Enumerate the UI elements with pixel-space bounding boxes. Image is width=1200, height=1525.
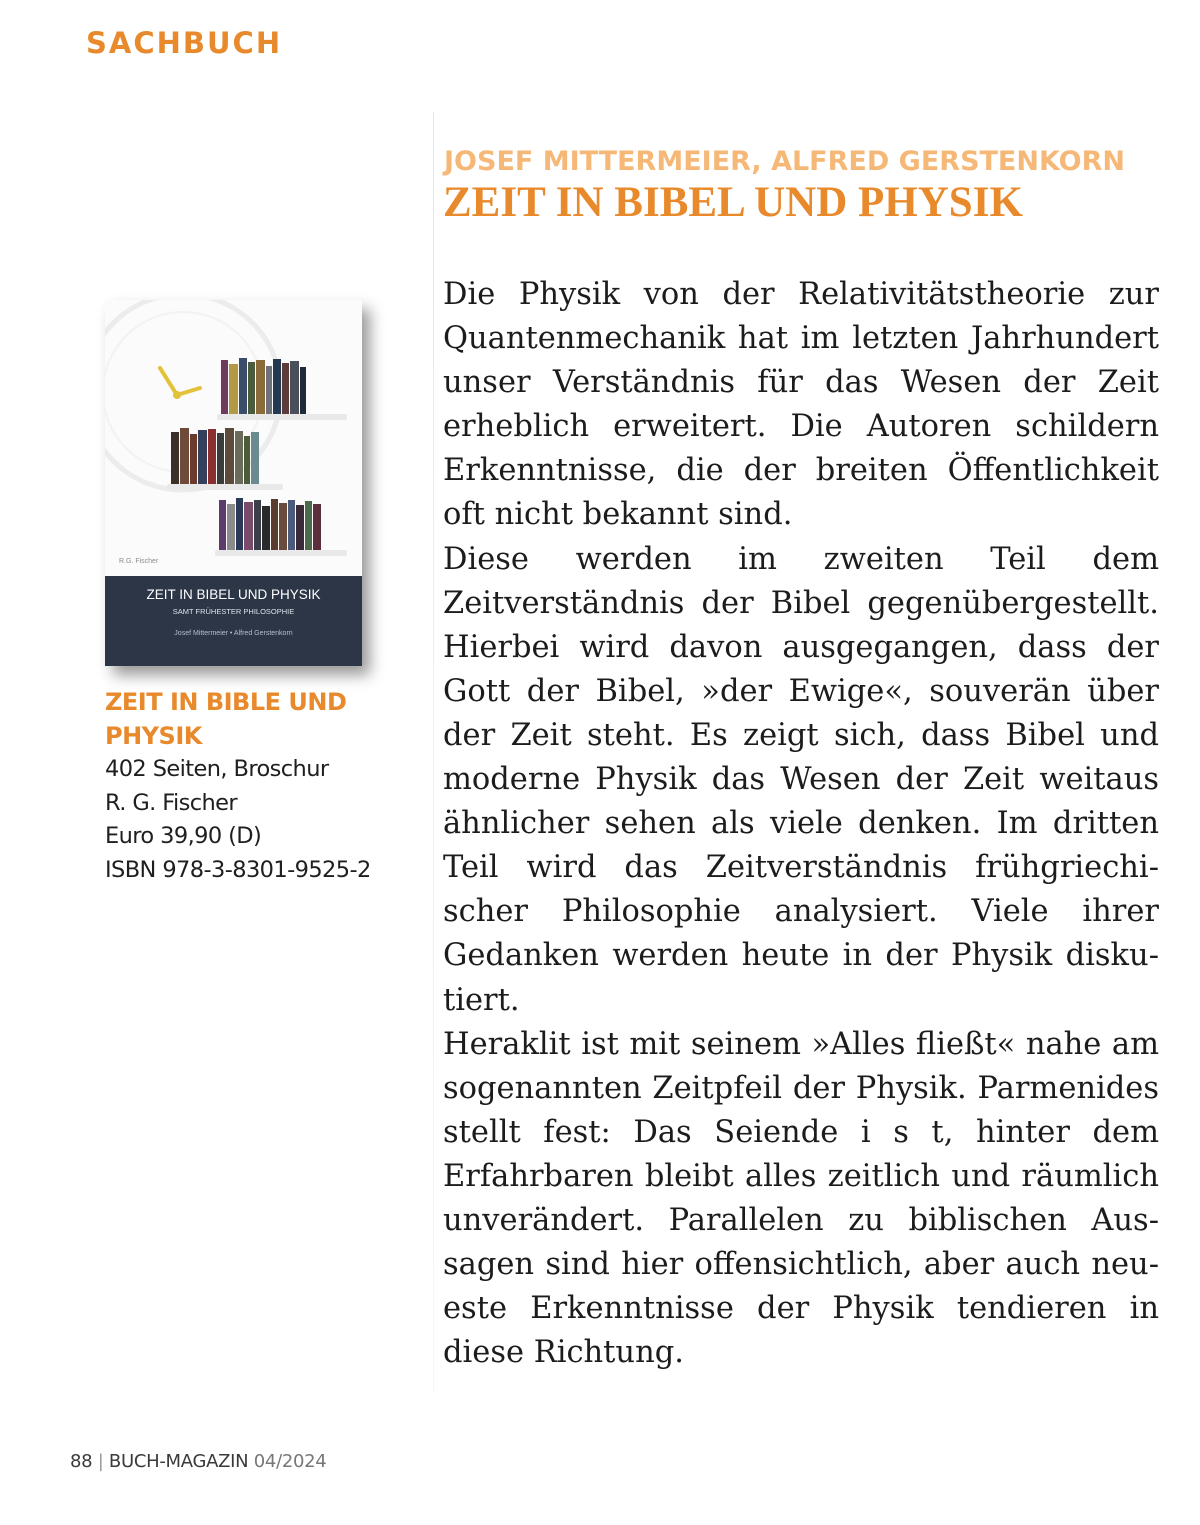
magazine-issue: 04/2024 bbox=[253, 1451, 327, 1472]
page-footer bbox=[70, 1451, 326, 1472]
page-number: 88 bbox=[70, 1451, 93, 1472]
book-info bbox=[105, 685, 405, 887]
column-divider bbox=[433, 112, 434, 1392]
book-price: Euro 39,90 (D) bbox=[105, 823, 262, 849]
article-paragraph: Die Physik von der Relativitätstheorie zur Quantenmechanik hat im letzten Jahrhundert unser Verständnis für das Wesen der Zeit erheblich erweitert. Die Autoren schildern Erkenntnisse, die der breiten Öffentlichkeit oft nicht bekannt sind. bbox=[443, 277, 1159, 533]
books-row-2 bbox=[171, 428, 259, 484]
books-row-1 bbox=[221, 358, 306, 414]
cover-title-band bbox=[105, 576, 362, 666]
book-pages: 402 Seiten, Broschur bbox=[105, 756, 329, 782]
cover-subtitle: SAMT FRÜHESTER PHILOSOPHIE bbox=[172, 607, 295, 616]
book-cover bbox=[105, 300, 362, 666]
book-publisher: R. G. Fischer bbox=[105, 789, 238, 816]
magazine-name: BUCH-MAGAZIN bbox=[108, 1451, 249, 1472]
article-body bbox=[443, 273, 1159, 1375]
cover-title: ZEIT IN BIBEL UND PHYSIK bbox=[146, 587, 321, 602]
article-paragraph: Diese werden im zweiten Teil dem Zeitverständnis der Bibel gegenübergestellt. Hierbei wird davon ausgegangen, dass der Gott der Bibel, »der Ewige«, souverän über der Zeit steht. Es zeigt sich, dass Bibel und moderne Physik das Wesen der Zeit weitaus ähnlicher sehen als viele denken. Im dritten Teil wird das Zeitverständnis frühgriechischer Philosophie analysiert. Viele ihrer Gedanken werden heute in der Physik diskutiert. bbox=[443, 541, 1159, 1018]
footer-separator: | bbox=[97, 1451, 104, 1472]
bookshelf-illustration bbox=[105, 300, 362, 576]
clock-hands-icon bbox=[160, 368, 200, 399]
article-authors: JOSEF MITTERMEIER, ALFRED GERSTENKORN bbox=[444, 146, 1126, 177]
cover-publisher-label: R.G. Fischer bbox=[119, 558, 159, 565]
cover-authors: Josef Mittermeier • Alfred Gerstenkorn bbox=[174, 630, 293, 637]
section-label: SACHBUCH bbox=[86, 26, 283, 60]
book-isbn: ISBN 978-3-8301-9525-2 bbox=[105, 856, 371, 883]
book-info-title: ZEIT IN BIBLE UND PHYSIK bbox=[105, 688, 347, 750]
books-row-3 bbox=[219, 498, 321, 550]
article-paragraph: Heraklit ist mit seinem »Alles fließt« nahe am sogenannten Zeitpfeil der Physik. Parmenides stellt fest: Das Seiende i s t, hinter dem Erfahrbaren bleibt alles zeitlich und räumlich unverändert. Parallelen zu biblischen Aussagen sind hier offensichtlich, aber auch neueste Erkenntnisse der Physik tendieren in diese Richtung. bbox=[443, 1026, 1159, 1371]
article-title: ZEIT IN BIBEL UND PHYSIK bbox=[443, 179, 1023, 226]
